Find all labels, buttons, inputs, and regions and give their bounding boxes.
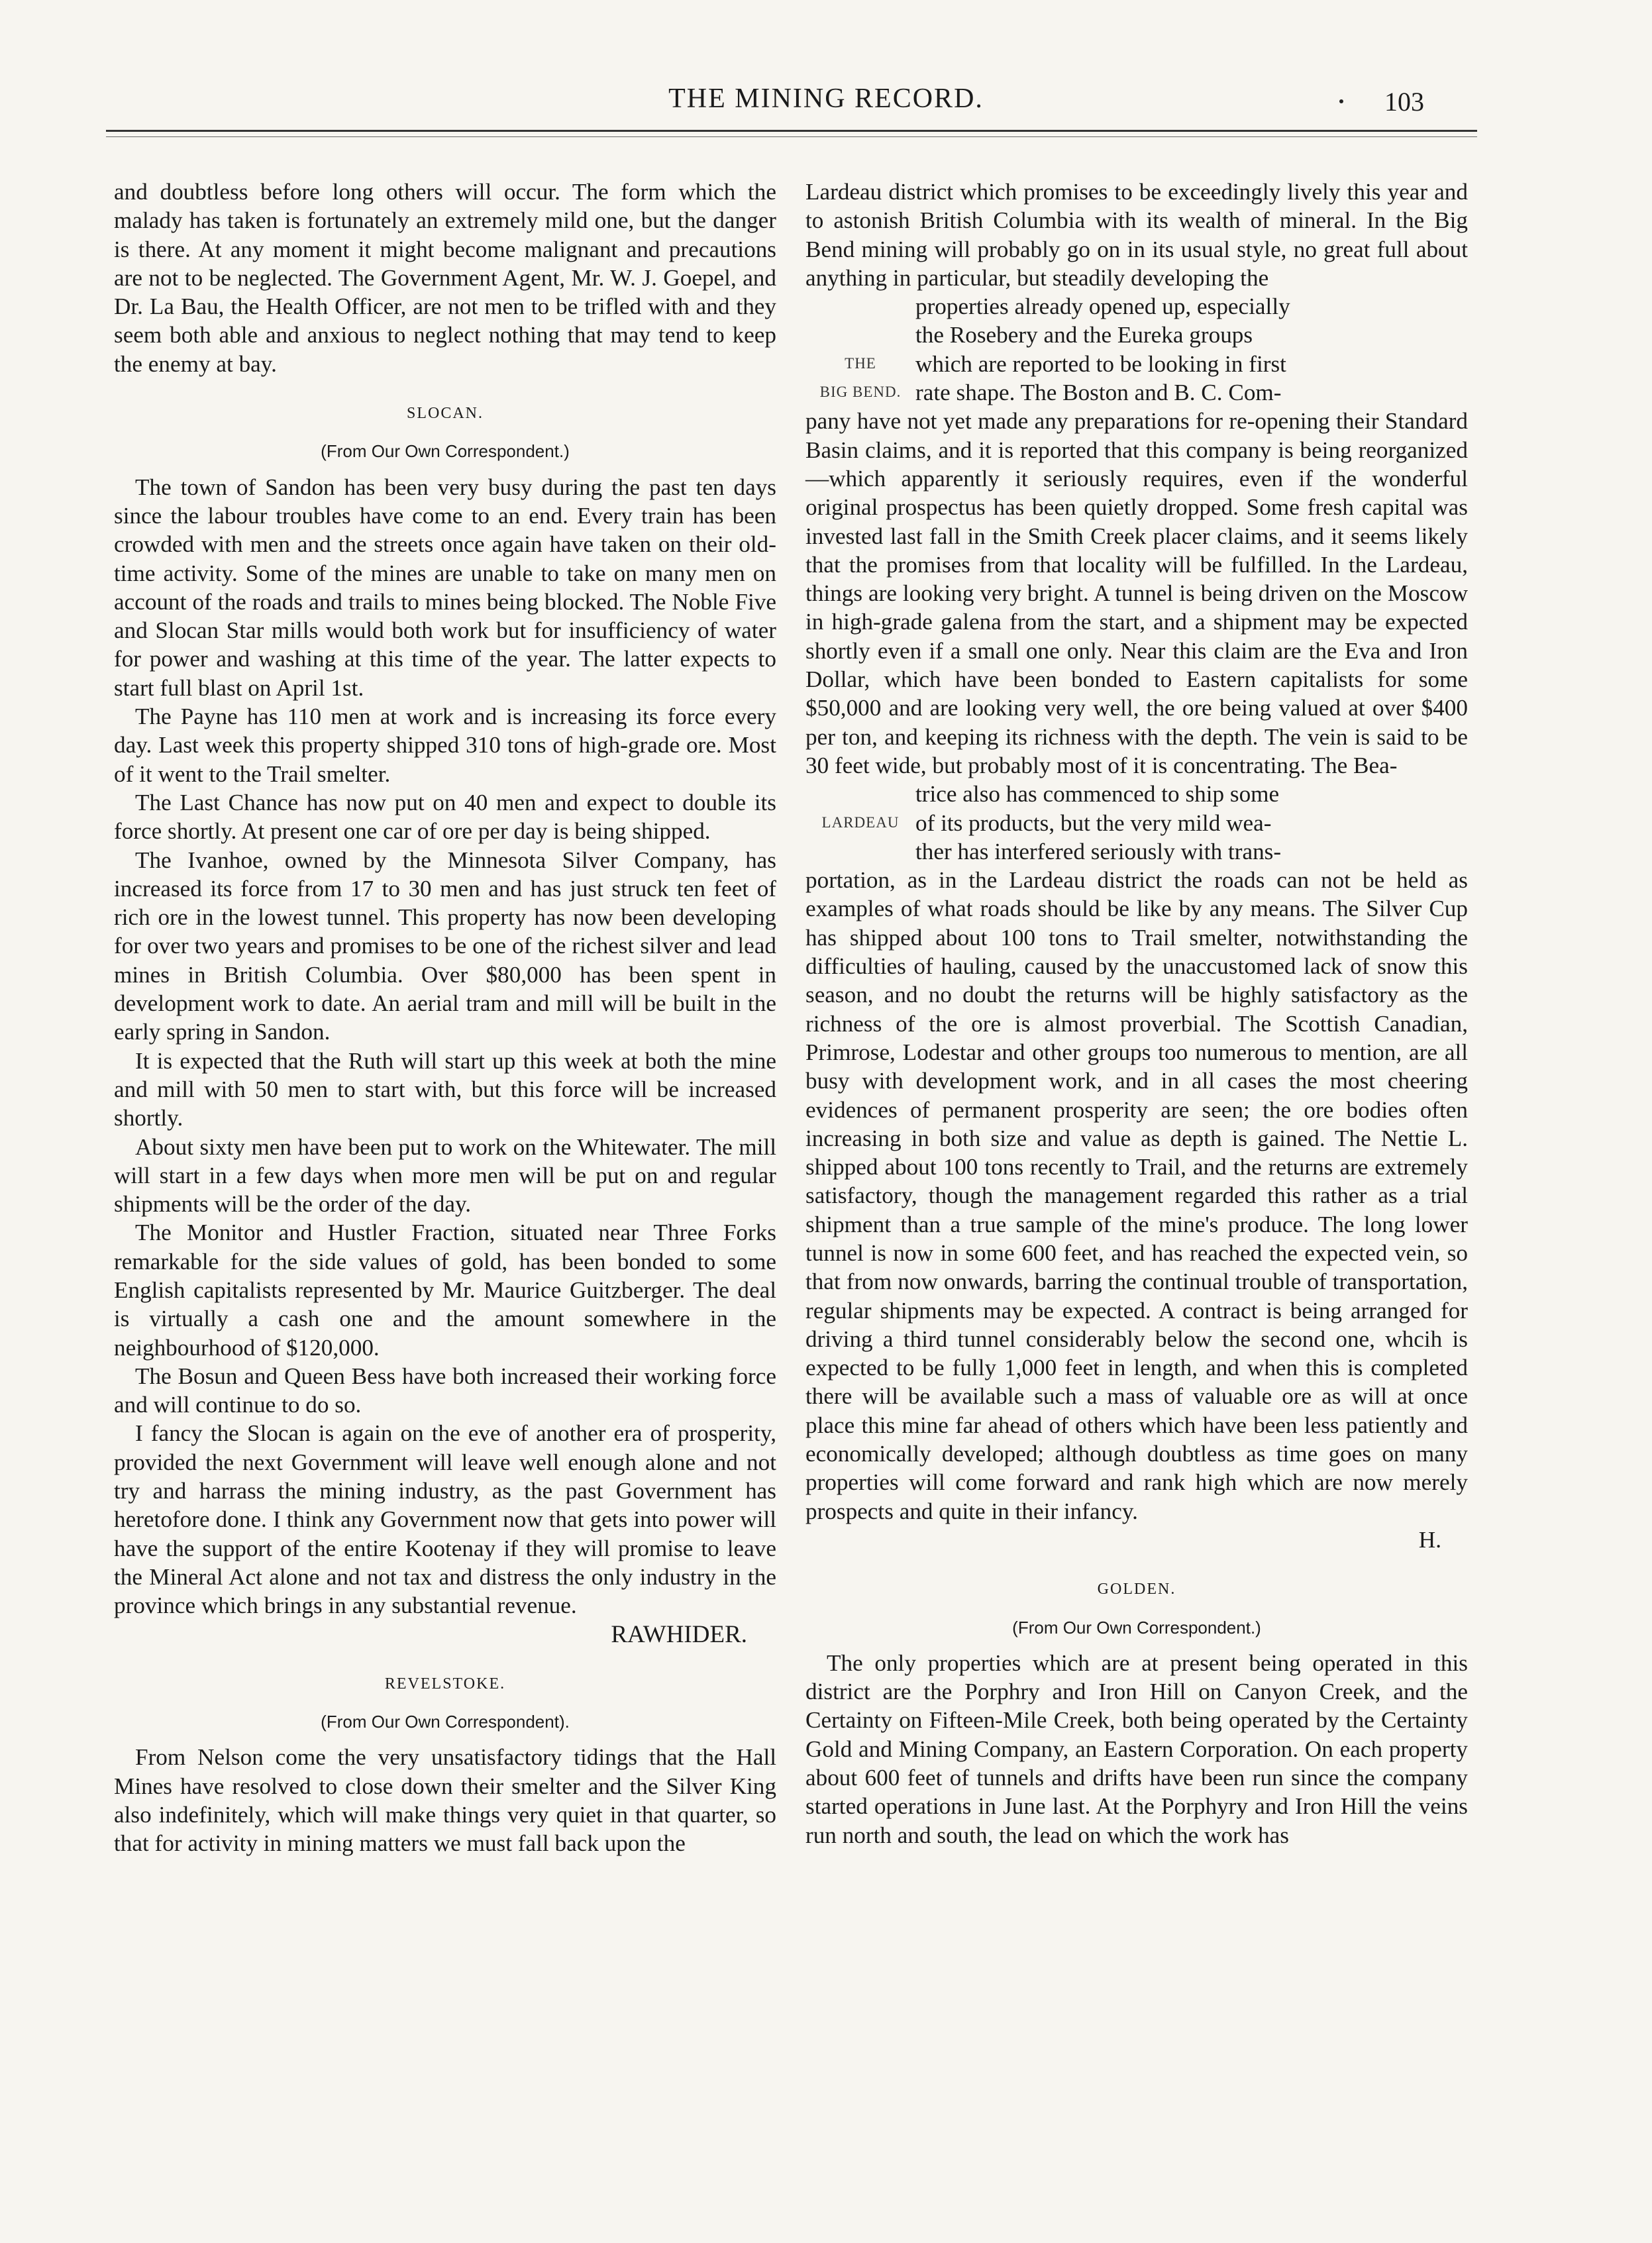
article-paragraph: About sixty men have been put to work on the Whitewater. The mill will start in a few days when more men will be put on and regular shipments will be the order of the day.	[114, 1133, 776, 1218]
header-dot	[1339, 99, 1343, 103]
sidehead-block-big-bend	[805, 292, 1468, 407]
continuation-paragraph: portation, as in the Lardeau district the roads can not be held as examples of what roads should be like by any means. The Silver Cup has shipped about 100 tons to Trail smelter, notwithstanding the difficulties of hauling, caused by the unaccustomed lack of snow this season, and no doubt the returns will be highly satisfactory as the richness of the ore is almost proverbial. The Scottish Canadian, Primrose, Lodestar and other groups too numerous to mention, are all busy with development work, and in all cases the most cheering evidences of permanent prosperity are seen; the ore bodies often increasing in both size and value as depth is gained. The Nettie L. shipped about 100 tons recently to Trail, and the returns are extremely satisfactory, though the management regarded this rather as a trial shipment than a true sample of the mine's produce. The long lower tunnel is now in some 600 feet, and has reached the expected vein, so that from now onwards, barring the continual trouble of transportation, regular shipments may be expected. A contract is being arranged for driving a third tunnel considerably below the second one, whcih is expected to be fully 1,000 feet in length, and when this is completed there will be available such a mass of valuable ore as will at once place this mine far ahead of others which have been less patiently and economically developed; although doubtless as time goes on many properties will come forward and rank high which are now merely prospects and quite in their infancy.	[805, 867, 1468, 1524]
sidehead-text: properties already opened up, especially the Rosebery and the Eureka groups which are reported to be looking in first rate shape. The Boston and B. C. Com-	[915, 293, 1290, 406]
right-column	[805, 178, 1468, 1850]
article-paragraph: The Ivanhoe, owned by the Minnesota Silver Company, has increased its force from 17 to 30 men and has just struck ten feet of rich ore in the lowest tunnel. This property has now been developing for over two years and promises to be one of the richest silver and lead mines in British Columbia. Over $80,000 has been spent in development work to date. An aerial tram and mill will be built in the early spring in Sandon.	[114, 847, 776, 1045]
sidehead-big-bend: THE BIG BEND.	[819, 355, 902, 401]
article-paragraph: I fancy the Slocan is again on the eve of another era of prosperity, provided the next Government will leave well enough alone and not try and harrass the mining industry, as the past Government has heretofore done. I think any Government now that gets into power will have the support of the entire Kootenay if they will promise to leave the Mineral Act alone and not tax and distress the only industry in the province which brings in any substantial revenue.	[114, 1420, 776, 1619]
section-title-revelstoke: REVELSTOKE.	[384, 1675, 506, 1693]
section-title-golden: GOLDEN.	[1097, 1581, 1176, 1598]
article-paragraph: From Nelson come the very unsatisfactory tidings that the Hall Mines have resolved to close down their smelter and the Silver King also indefinitely, which will make things very quiet in that quarter, so that for activity in mining matters we must fall back upon the	[114, 1744, 776, 1857]
correspondent-subtitle: (From Our Own Correspondent.)	[321, 441, 570, 462]
signature-h: H.	[1418, 1526, 1441, 1553]
signature-rawhider: RAWHIDER.	[611, 1620, 747, 1648]
continuation-paragraph: Lardeau district which promises to be exceedingly lively this year and to astonish British Columbia with its wealth of mineral. In the Big Bend mining will probably go on in its usual style, no great full about anything in particular, but steadily developing the	[805, 179, 1468, 291]
article-paragraph: The Bosun and Queen Bess have both increased their working force and will continue to do so.	[114, 1363, 776, 1418]
article-paragraph: The town of Sandon has been very busy during the past ten days since the labour troubles have come to an end. Every train has been crowded with men and the streets once again have taken on their old-time activity. Some of the mines are unable to take on many men on account of the roads and trails to mines being blocked. The Noble Five and Slocan Star mills would both work but for insufficiency of water for power and washing at this time of the year. The latter expects to start full blast on April 1st.	[114, 474, 776, 701]
sidehead-lardeau: LARDEAU	[821, 814, 900, 831]
correspondent-subtitle: (From Our Own Correspondent).	[321, 1712, 570, 1732]
continuation-paragraph: pany have not yet made any preparations for re-opening their Standard Basin claims, and it is reported that this company is being reorganized—which apparently it seriously requires, even if the wonderful original prospectus has been quietly dropped. Some fresh capital was invested last fall in the Smith Creek placer claims, and it seems likely that the promises from that locality will be fulfilled. In the Lardeau, things are looking very bright. A tunnel is being driven on the Moscow in high-grade galena from the start, and a shipment may be expected shortly even if a small one only. Near this claim are the Eva and Iron Dollar, which have been bonded to Eastern capitalists for some $50,000 and are looking very well, the ore being valued at over $400 per ton, and keeping its richness with the depth. The vein is said to be 30 feet wide, but probably most of it is concentrating. The Bea-	[805, 408, 1468, 778]
journal-title: THE MINING RECORD.	[668, 83, 984, 114]
article-paragraph: It is expected that the Ruth will start up this week at both the mine and mill with 50 men to start with, but this force will be increased shortly.	[114, 1047, 776, 1131]
article-paragraph: The only properties which are at present being operated in this district are the Porphry and Iron Hill on Canyon Creek, and the Certainty on Fifteen-Mile Creek, both being operated by the Certainty Gold and Mining Company, an Eastern Corporation. On each property about 600 feet of tunnels and drifts have been run since the company started operations in June last. At the Porphyry and Iron Hill the veins run north and south, the lead on which the work has	[805, 1649, 1468, 1848]
article-paragraph: The Monitor and Hustler Fraction, situated near Three Forks remarkable for the side values of gold, has been bonded to some English capitalists represented by Mr. Maurice Guitzberger. The deal is virtually a cash one and the amount somewhere in the neighbourhood of $120,000.	[114, 1220, 776, 1361]
sidehead-block-lardeau	[805, 780, 1468, 866]
section-title-slocan: SLOCAN.	[406, 405, 484, 423]
header-rule	[106, 130, 1477, 132]
header-rule-thin	[106, 136, 1477, 137]
correspondent-subtitle: (From Our Own Correspondent.)	[1012, 1617, 1261, 1638]
article-paragraph: The Last Chance has now put on 40 men and expect to double its force shortly. At present one car of ore per day is being shipped.	[114, 789, 776, 845]
page-number: 103	[1384, 87, 1424, 117]
left-column	[114, 178, 776, 1858]
opening-paragraph: and doubtless before long others will occur. The form which the malady has taken is fortunately an extremely mild one, but the danger is there. At any moment it might become malignant and precautions are not to be neglected. The Government Agent, Mr. W. J. Goepel, and Dr. La Bau, the Health Officer, are not men to be trifled with and they seem both able and anxious to neglect nothing that may tend to keep the enemy at bay.	[114, 179, 776, 377]
article-paragraph: The Payne has 110 men at work and is increasing its force every day. Last week this property shipped 310 tons of high-grade ore. Most of it went to the Trail smelter.	[114, 704, 776, 787]
sidehead-text: trice also has commenced to ship some of its products, but the very mild wea- ther has interfered seriously with trans-	[915, 781, 1282, 864]
